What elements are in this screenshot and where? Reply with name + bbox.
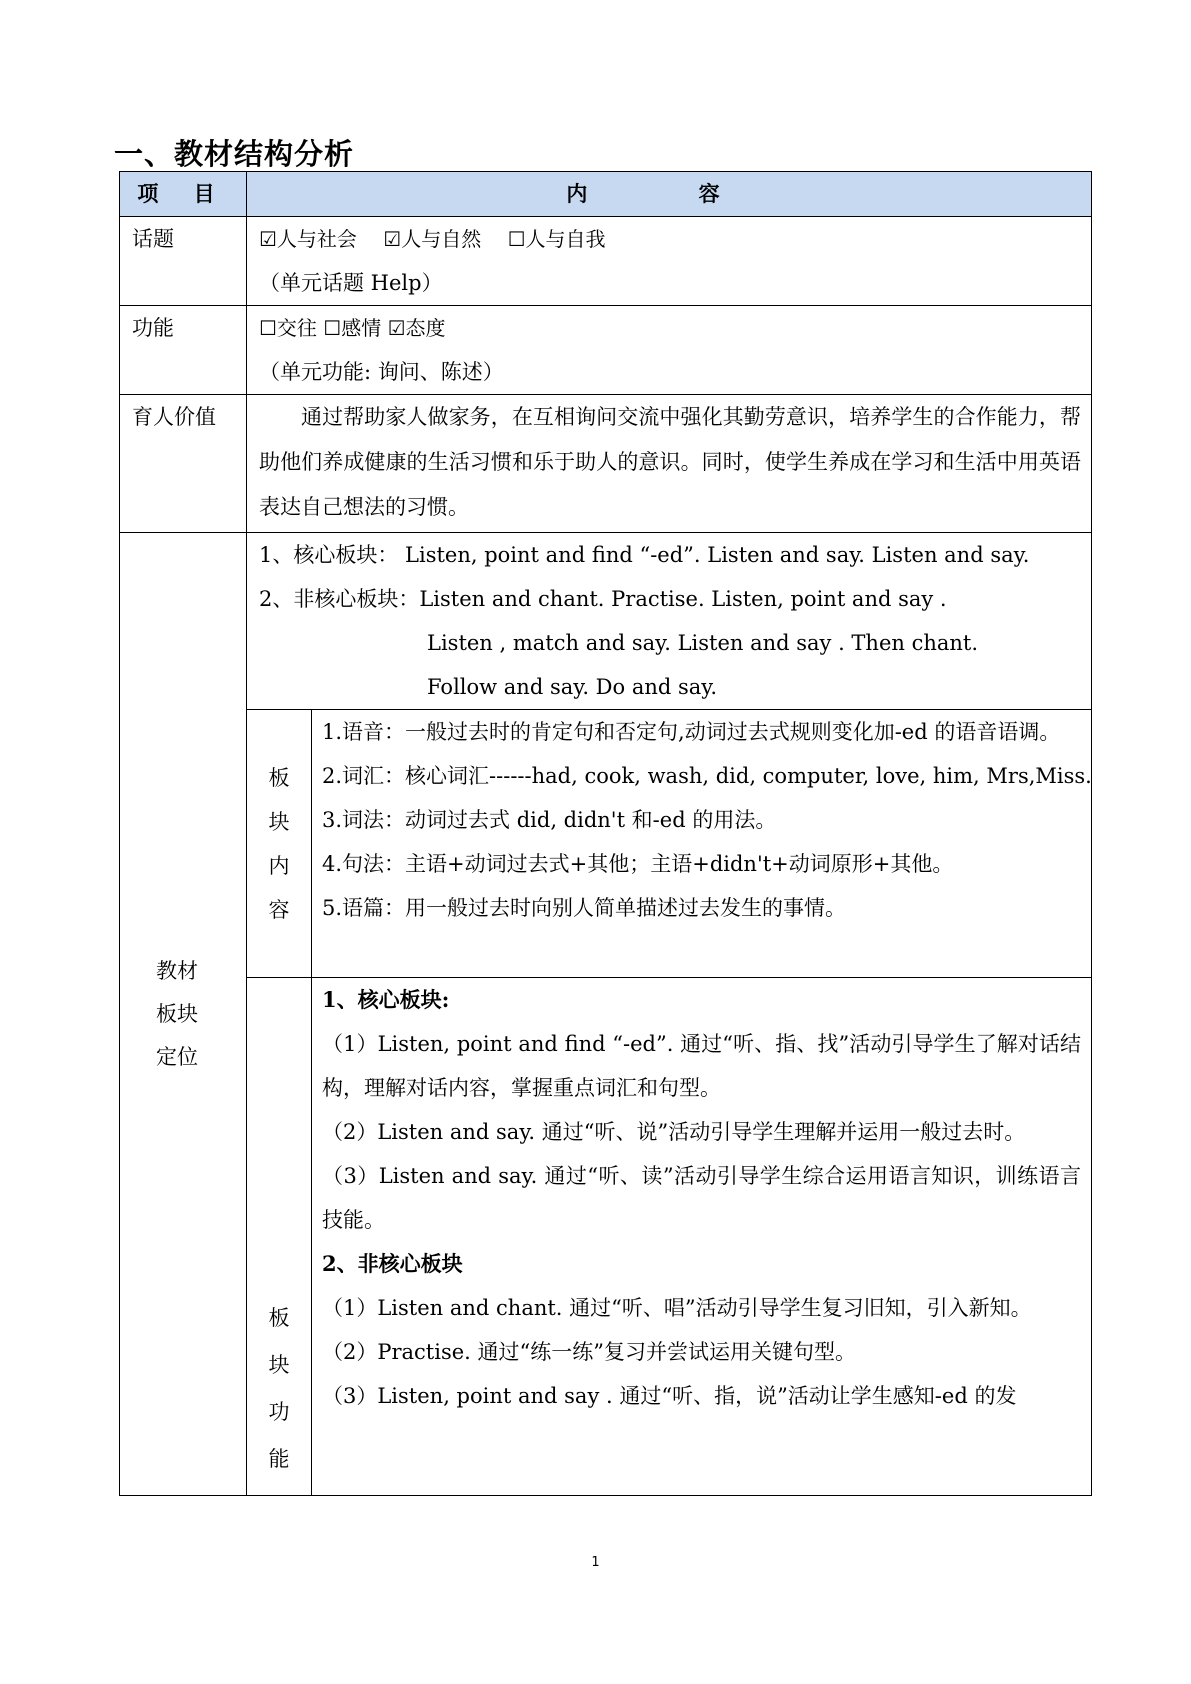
- position-label: [120, 533, 247, 1496]
- modules-content: [247, 533, 1092, 710]
- value-row: [120, 395, 1092, 533]
- topic-row: [120, 217, 1092, 306]
- content-row: [120, 710, 1092, 978]
- position-label-line: 教材: [156, 958, 198, 983]
- function-label-char: 板: [268, 1306, 290, 1330]
- core-item: （1）Listen, point and find “-ed”. 通过“听、指、找”活动引导学生了解对话结构，理解对话内容，掌握重点词汇和句型。: [322, 1032, 1081, 1100]
- content-item: 1.语音：一般过去时的肯定句和否定句,动词过去式规则变化加-ed 的语音语调。: [322, 720, 1061, 744]
- function-detail-row: [120, 978, 1092, 1496]
- module-line: Listen , match and say. Listen and say . Then chant.: [427, 631, 979, 655]
- content-item: 5.语篇：用一般过去时向别人简单描述过去发生的事情。: [322, 896, 847, 920]
- function-detail-label: [247, 978, 312, 1496]
- content-label-char: 块: [268, 809, 290, 834]
- noncore-item: （2）Practise. 通过“练一练”复习并尝试运用关键句型。: [322, 1340, 856, 1364]
- content-item: 3.词法：动词过去式 did, didn't 和-ed 的用法。: [322, 808, 777, 832]
- content-item: 2.词汇：核心词汇------had, cook, wash, did, computer, love, him, Mrs,Miss.: [322, 764, 1092, 788]
- topic-note: （单元话题 Help）: [259, 271, 443, 295]
- table-header-row: [120, 172, 1092, 217]
- analysis-table: [119, 171, 1092, 1496]
- position-label-line: 定位: [156, 1044, 198, 1069]
- value-content: [247, 395, 1092, 533]
- module-line: Follow and say. Do and say.: [427, 675, 718, 699]
- noncore-item: （3）Listen, point and say . 通过“听、指，说”活动让学生感知-ed 的发: [322, 1384, 1017, 1408]
- core-item: （2）Listen and say. 通过“听、说”活动引导学生理解并运用一般过去时。: [322, 1120, 1026, 1144]
- content-label: [247, 710, 312, 978]
- position-label-line: 板块: [156, 1001, 198, 1026]
- noncore-item: （1）Listen and chant. 通过“听、唱”活动引导学生复习旧知，引入新知。: [322, 1296, 1032, 1320]
- function-detail-content: [312, 978, 1092, 1496]
- header-content: 内 容: [247, 172, 1092, 217]
- function-label-char: 块: [268, 1353, 290, 1377]
- function-label-char: 功: [268, 1400, 290, 1424]
- content-label-char: 内: [268, 853, 290, 878]
- topic-options: ☑人与社会 ☑人与自然 ☐人与自我: [259, 227, 606, 251]
- module-line: 2、非核心板块：Listen and chant. Practise. Listen, point and say .: [259, 587, 947, 611]
- function-content: [247, 306, 1092, 395]
- module-line: 1、核心板块： Listen, point and find “-ed”. Listen and say. Listen and say.: [259, 543, 1030, 567]
- topic-content: [247, 217, 1092, 306]
- function-label: 功能: [120, 306, 247, 395]
- modules-row: [120, 533, 1092, 710]
- function-label-char: 能: [268, 1447, 290, 1471]
- topic-label: 话题: [120, 217, 247, 306]
- function-row: [120, 306, 1092, 395]
- core-title: 1、核心板块:: [322, 987, 450, 1012]
- content-label-char: 板: [268, 765, 290, 790]
- noncore-title: 2、非核心板块: [322, 1251, 463, 1276]
- value-label: 育人价值: [120, 395, 247, 533]
- core-item: （3）Listen and say. 通过“听、读”活动引导学生综合运用语言知识，训练语言技能。: [322, 1164, 1081, 1232]
- header-item: 项 目: [120, 172, 247, 217]
- content-items: [312, 710, 1092, 978]
- page-number: 1: [591, 1555, 600, 1570]
- content-label-char: 容: [268, 897, 290, 922]
- content-item: 4.句法：主语+动词过去式+其他；主语+didn't+动词原形+其他。: [322, 852, 954, 876]
- section-heading: 一、教材结构分析: [114, 137, 355, 171]
- function-note: （单元功能: 询问、陈述）: [259, 360, 504, 384]
- function-options: ☐交往 ☐感情 ☑态度: [259, 316, 446, 340]
- value-text: 通过帮助家人做家务，在互相询问交流中强化其勤劳意识，培养学生的合作能力，帮助他们养成健康的生活习惯和乐于助人的意识。同时，使学生养成在学习和生活中用英语表达自己想法的习惯。: [259, 405, 1081, 519]
